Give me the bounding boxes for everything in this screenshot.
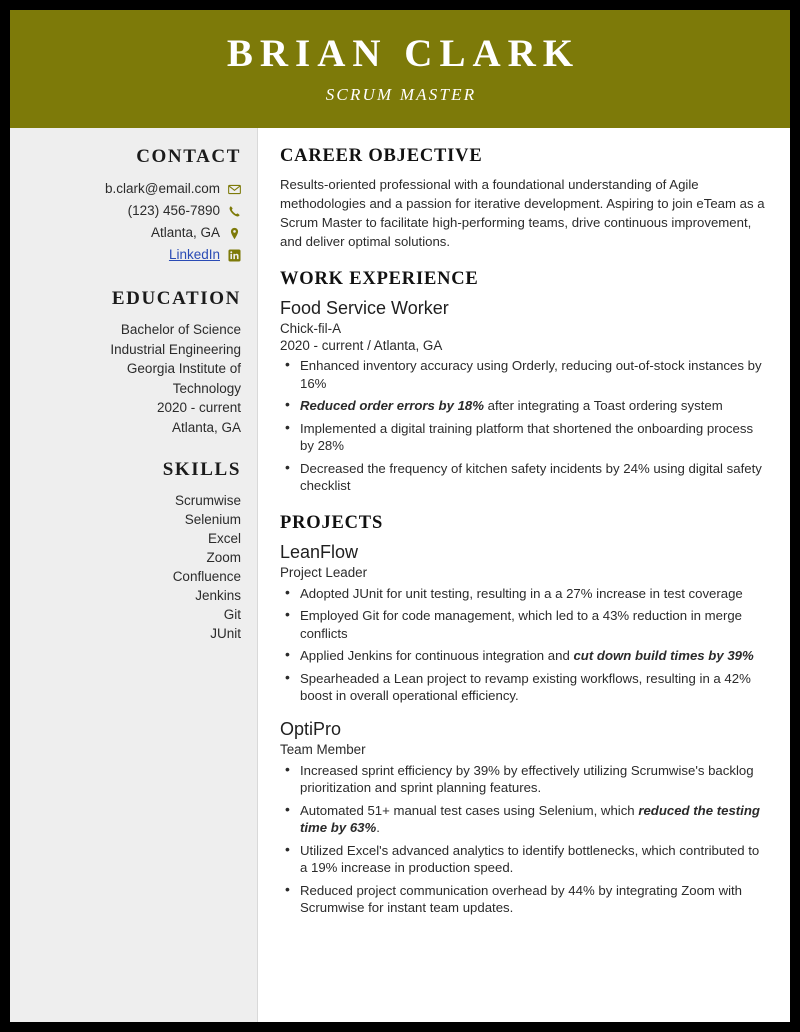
location-pin-icon [228,227,241,240]
contact-location-label: Atlanta, GA [150,225,220,240]
project-role: Team Member [280,741,366,757]
bullet-text: Reduced project communication overhead by 44% by integrating Zoom with Scrumwise for instant team updates. [300,882,743,915]
bullet-text: Increased sprint efficiency by 39% by effectively utilizing Scrumwise's backlog prioritization and sprint planning features. [300,762,754,795]
bullet-text-after: after integrating a Toast ordering system [483,398,723,413]
bullet-text: Implemented a digital training platform that shortened the onboarding process by 28% [300,420,754,453]
list-item: Excel [207,531,241,546]
contact-linkedin[interactable] [20,244,241,266]
main-content [258,128,790,1022]
sidebar [10,128,258,1022]
work-experience-heading: WORK EXPERIENCE [280,269,479,289]
contact-email[interactable] [20,178,241,200]
list-item [298,647,768,665]
list-item [298,762,768,797]
project-bullet-list [280,762,768,917]
contact-section [20,146,241,266]
list-item [298,842,768,877]
education-line: 2020 - current [156,400,241,415]
project-bullet-list [280,585,768,705]
bullet-text: Decreased the frequency of kitchen safety incidents by 24% using digital safety checklist [300,460,762,493]
project-entry [280,542,768,705]
list-item [298,357,768,392]
career-objective-section [280,146,768,251]
list-item [298,882,768,917]
projects-section [280,513,768,917]
work-company: Chick-fil-A [280,321,342,336]
project-entry [280,719,768,917]
skills-section [20,459,241,643]
list-item: Zoom [206,550,241,565]
list-item [298,460,768,495]
contact-heading: CONTACT [136,146,241,167]
education-line: Georgia Institute of [126,361,241,376]
linkedin-icon [228,249,241,262]
bullet-text: Spearheaded a Lean project to revamp existing workflows, resulting in a 42% boost in overall operational efficiency. [300,670,751,703]
bullet-text: Adopted JUnit for unit testing, resulting in a a 27% increase in test coverage [300,585,743,601]
work-experience-section [280,269,768,495]
career-objective-heading: CAREER OBJECTIVE [280,146,483,166]
education-line: Bachelor of Science [120,322,241,337]
career-objective-text: Results-oriented professional with a foundational understanding of Agile methodologies and a passion for iterative development. Aspiring to join eTeam as a Scrum Master to facilitate high-performing teams, drive continuous improvement, and deliver optimal solutions. [280,177,765,249]
bullet-text-after: . [376,820,380,835]
contact-linkedin-label[interactable]: LinkedIn [168,247,220,262]
list-item [298,670,768,705]
work-entry [280,298,768,495]
education-line: Technology [172,380,241,396]
skills-heading: SKILLS [162,459,241,480]
education-heading: EDUCATION [111,288,241,309]
list-item [298,397,768,415]
bullet-text: Utilized Excel's advanced analytics to identify bottlenecks, which contributed to a 19% increase in production speed. [300,842,760,875]
list-item: Selenium [184,512,241,527]
education-line: Atlanta, GA [171,419,241,435]
projects-heading: PROJECTS [280,512,384,533]
bullet-emphasis: Reduced order errors by 18% [300,398,484,413]
list-item: Git [223,607,241,622]
list-item: JUnit [210,626,241,641]
phone-icon [228,205,241,218]
bullet-text: Enhanced inventory accuracy using Orderly, reducing out-of-stock instances by 16% [300,358,762,391]
list-item [298,420,768,455]
resume-header [10,10,790,128]
contact-phone-label: (123) 456-7890 [127,203,220,218]
work-bullet-list [280,357,768,495]
bullet-text: Applied Jenkins for continuous integration and [300,648,574,663]
contact-phone[interactable] [20,200,241,222]
resume-body [10,128,790,1022]
list-item [298,607,768,642]
contact-email-label: b.clark@email.com [105,181,220,196]
list-item: Scrumwise [174,493,241,508]
list-item [298,585,768,603]
project-name: LeanFlow [280,541,359,562]
education-line: Industrial Engineering [110,341,241,357]
page-title: BRIAN CLARK [226,32,581,76]
resume-page [10,10,790,1022]
project-role: Project Leader [280,564,368,580]
bullet-text: Employed Git for code management, which led to a 43% reduction in merge conflicts [300,608,743,641]
work-dates-location: 2020 - current / Atlanta, GA [280,338,443,353]
bullet-text: Automated 51+ manual test cases using Selenium, which [300,802,639,818]
work-job-title: Food Service Worker [280,298,449,318]
bullet-emphasis: cut down build times by 39% [573,648,754,663]
contact-location [20,222,241,244]
envelope-icon [228,183,241,196]
list-item [298,802,768,837]
list-item: Confluence [172,569,241,584]
job-title-subtitle: SCRUM MASTER [325,84,477,104]
list-item: Jenkins [195,588,241,603]
education-section [20,288,241,437]
bullet-emphasis: reduced the testing time by 63% [300,802,760,835]
project-name: OptiPro [280,718,342,739]
